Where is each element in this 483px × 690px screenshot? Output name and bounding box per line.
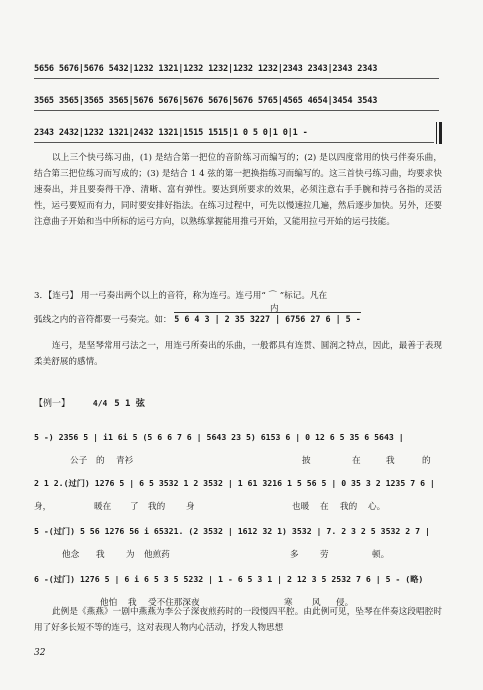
lyric: 他怕 — [100, 598, 118, 608]
lyric: 心。 — [368, 502, 386, 512]
lyric: 了 — [130, 502, 139, 512]
lyric: 为 — [126, 550, 135, 560]
score-row-1: 5 -) 2356 5 | i1 6i 5 (5 6 6 7 6 | 5643 23 5) 6153 6 | 0 12 6 5 35 6 5643 | — [34, 432, 404, 442]
lyric: 多 — [290, 550, 299, 560]
paragraph-example-analysis: 此例是《燕燕》一剧中燕燕为李公子深夜煎药时的一段慢四平腔。由此例可见，坠琴在伴奏这段唱腔时用了好多长短不等的连弓，这对表现人物内心活动，抒发人物思想 — [34, 607, 442, 633]
lyric: 青衫 — [116, 456, 134, 466]
string-marking: 5 1 弦 — [114, 399, 145, 409]
lyrics-row-3 — [34, 548, 444, 560]
lyric: 风 — [312, 598, 321, 608]
lyric: 的 — [96, 456, 105, 466]
score-row-2: 2 1 2.(过门) 1276 5 | 6 5 3532 1 2 3532 | 1 61 3216 1 5 56 5 | 0 35 3 2 1235 7 6 | — [34, 478, 435, 488]
final-barline — [436, 122, 442, 144]
lyric: 的 — [422, 456, 431, 466]
lyric: 他煎药 — [144, 550, 170, 560]
lyric: 我 — [96, 550, 105, 560]
page-number: 32 — [34, 648, 46, 658]
example-label: 【例一】 — [34, 399, 71, 409]
lyric: 劳 — [320, 550, 329, 560]
lyric: 身 — [186, 502, 195, 512]
example-header — [34, 396, 145, 409]
lyric: 身， — [34, 502, 52, 512]
section-heading-legato: 3．【连弓】 用一弓奏出两个以上的音符，称为连弓。连弓用“ ⌒ ”标记。凡在 — [34, 291, 328, 301]
lyric: 披 — [302, 456, 311, 466]
exercise-row-1: 5656 5676|5676 5432|1232 1321|1232 1232|1232 1232|2343 2343|2343 2343 — [34, 64, 439, 79]
score-row-4: 6 -(过门) 1276 5 | 6 i 6 5 3 5 5232 | 1 - 6 5 3 1 | 2 12 3 5 2532 7 6 | 5 - (略) — [34, 574, 424, 584]
lyric: 在 — [352, 456, 361, 466]
lyric: 侵。 — [336, 598, 354, 608]
lyric: 我的 — [148, 502, 166, 512]
lyric: 我 — [128, 598, 137, 608]
lyrics-row-2 — [34, 500, 444, 512]
exercise-row-3: 2343 2432|1232 1321|2432 1321|1515 1515|1 0 5 0|1 0|1 - — [34, 128, 434, 143]
legato-example-notes: 5 6 4 3 | 2 35 3227 | 6756 27 6 | 5 - — [174, 314, 361, 324]
lyric: 暖在 — [94, 502, 112, 512]
lyric: 我的 — [340, 502, 358, 512]
exercise-row-2: 3565 3565|3565 3565|5676 5676|5676 5676|5676 5765|4565 4654|3454 3543 — [34, 96, 439, 111]
lyric: 我 — [386, 456, 395, 466]
score-row-3: 5 -(过门) 5 56 1276 56 i 65321. (2 3532 | 1612 32 1) 3532 | 7. 2 3 2 5 3532 2 7 | — [34, 526, 430, 536]
paragraph-legato: 连弓，是坚琴常用弓法之一，用连弓所奏出的乐曲，一般都具有连贯、圆润之特点，因此，最善于表现柔美舒展的感情。 — [34, 341, 442, 367]
legato-example-text: 弧线之内的音符都要一弓奏完。如： — [34, 315, 172, 325]
lyric: 受不住那深夜 — [148, 598, 200, 608]
paragraph-fast-bow: 以上三个快弓练习曲，(1) 是结合第一把位的音阶练习而编写的；(2) 是以四度常用的快弓伴奏乐曲，结合第三把位练习而写成的；(3) 是结合 1 4 弦的第一把换指练习而编写的。这三首快弓练习曲，均要求快速奏出，并且要奏得干净、清晰、富有弹性。要达到所要求的效果，必须注意右手手腕和持弓各指的灵活性，运弓要短而有力，同时要安排好指法。在练习过程中，可先以慢速拉几遍，然后逐步加快。另外，还要注意曲子开始和当中所标的运弓方向，以熟练掌握能用推弓开始，又能用拉弓开始的运弓技能。 — [34, 153, 442, 227]
inline-mark: 内 — [270, 304, 279, 314]
lyric: 顿。 — [372, 550, 390, 560]
lyric: 寒 — [284, 598, 293, 608]
lyric: 在 — [320, 502, 329, 512]
lyrics-row-1 — [34, 454, 444, 466]
time-signature: 4/4 — [92, 398, 108, 408]
legato-example-line — [34, 313, 444, 325]
lyric: 也暖 — [292, 502, 310, 512]
lyric: 公子 — [70, 456, 88, 466]
lyric: 他念 — [62, 550, 80, 560]
